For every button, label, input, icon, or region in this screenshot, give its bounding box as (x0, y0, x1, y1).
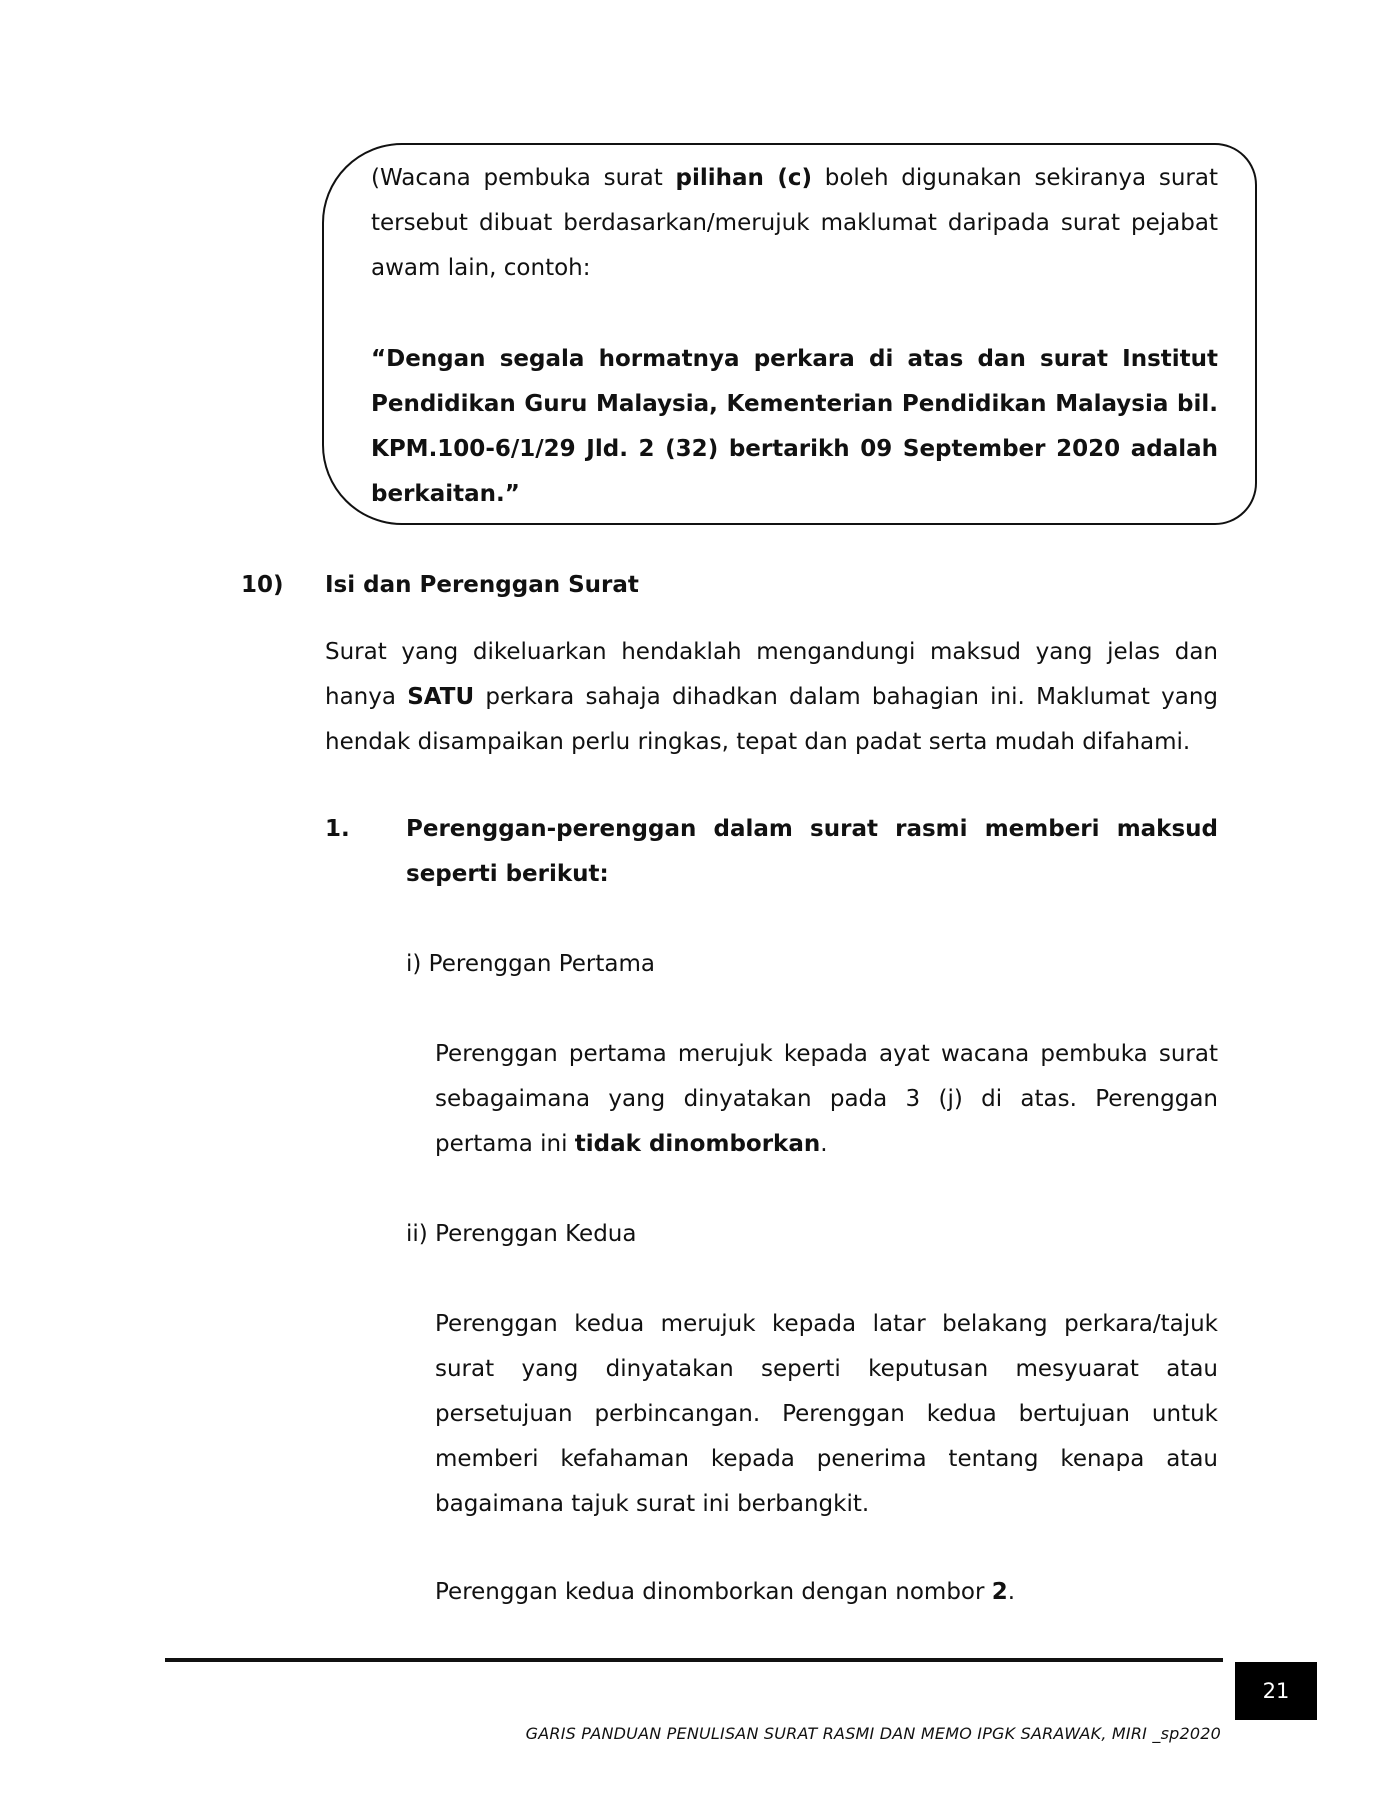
section-body-bold: SATU (407, 684, 475, 710)
callout-quote: “Dengan segala hormatnya perkara di atas dan surat Institut Pendidikan Guru Malaysia, Kementerian Pendidikan Malaysia bil. KPM.100-6/1/29 Jld. 2 (32) bertarikh 09 September 2020 adalah berkaitan.” (371, 346, 1218, 507)
footer-divider (165, 1658, 1223, 1662)
section-body-pre: Surat yang dikeluarkan hendaklah mengandungi maksud yang jelas dan hanya (325, 639, 1218, 710)
item-number: 1. (325, 816, 350, 842)
subsection-2-body: Perenggan kedua merujuk kepada latar belakang perkara/tajuk surat yang dinyatakan seperti keputusan mesyuarat atau persetujuan perbincangan. Perenggan kedua bertujuan untuk memberi kefahaman kepada penerima tentang kenapa atau bagaimana tajuk surat ini berbangkit. (435, 1311, 1218, 1517)
page-number: 21 (1262, 1679, 1290, 1703)
section-body (325, 630, 1218, 765)
footer-title: GARIS PANDUAN PENULISAN SURAT RASMI DAN MEMO IPGK SARAWAK, MIRI _sp2020 (525, 1724, 1221, 1743)
section-title: Isi dan Perenggan Surat (325, 572, 639, 598)
subsection-2-note (435, 1570, 1015, 1615)
callout-intro-post: boleh digunakan sekiranya surat tersebut dibuat berdasarkan/merujuk maklumat daripada surat pejabat awam lain, contoh: (371, 165, 1219, 281)
subsection-1-body-bold: tidak dinomborkan (574, 1131, 821, 1157)
callout-intro-text (371, 156, 1218, 291)
section-body-post: perkara sahaja dihadkan dalam bahagian ini. Maklumat yang hendak disampaikan perlu ringkas, tepat dan padat serta mudah difahami. (325, 684, 1218, 755)
subsection-2-title: ii) Perenggan Kedua (406, 1221, 637, 1247)
subsection-2-note-post: . (1007, 1579, 1016, 1605)
page-number-badge (1235, 1662, 1317, 1720)
callout-intro-pre: (Wacana pembuka surat (371, 165, 676, 191)
subsection-1-body-pre: Perenggan pertama merujuk kepada ayat wacana pembuka surat sebagaimana yang dinyatakan pada 3 (j) di atas. Perenggan pertama ini (435, 1041, 1218, 1157)
section-number: 10) (241, 572, 284, 598)
subsection-1-body (435, 1032, 1218, 1167)
subsection-1-body-post: . (820, 1131, 828, 1157)
item-heading: Perenggan-perenggan dalam surat rasmi memberi maksud seperti berikut: (406, 816, 1218, 887)
subsection-2-note-bold: 2 (991, 1579, 1008, 1605)
subsection-2-note-pre: Perenggan kedua dinomborkan dengan nombor (435, 1579, 992, 1605)
subsection-1-title: i) Perenggan Pertama (406, 951, 656, 977)
callout-intro-bold: pilihan (c) (675, 165, 812, 191)
